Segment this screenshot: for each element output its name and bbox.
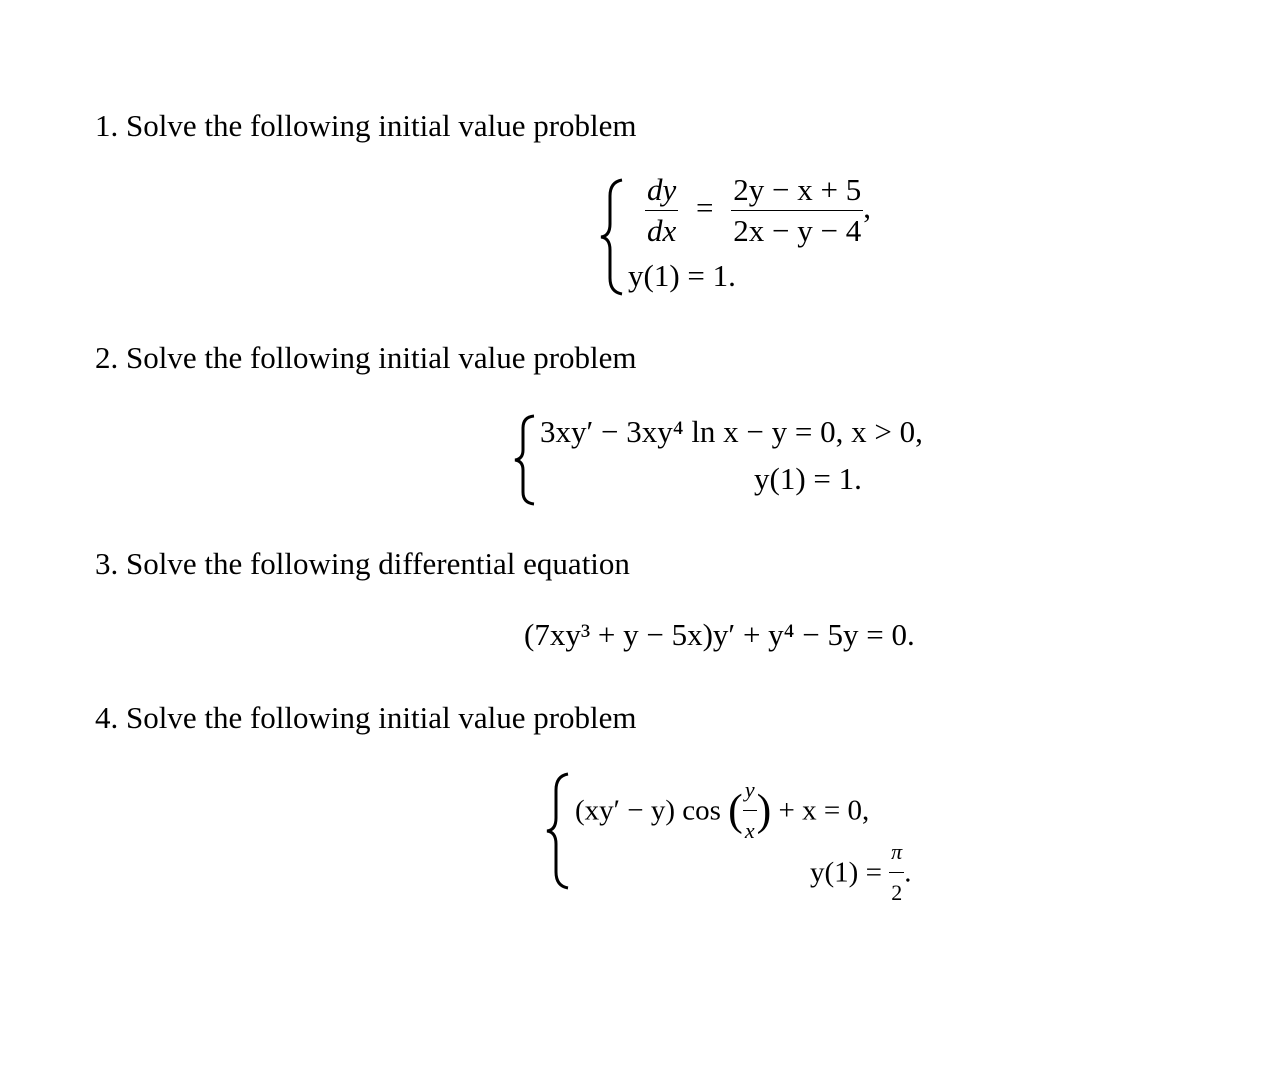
fraction-denominator: 2x − y − 4 bbox=[733, 213, 862, 248]
rhs-fraction bbox=[731, 172, 863, 249]
left-brace-icon bbox=[544, 772, 574, 890]
equation-right: + x = 0, bbox=[778, 794, 870, 827]
dy-dx-fraction bbox=[645, 172, 678, 249]
equation-left: (xy′ − y) cos bbox=[575, 794, 721, 827]
fraction-denominator: x bbox=[744, 818, 755, 843]
fraction-bar bbox=[645, 210, 678, 211]
left-brace-icon bbox=[512, 414, 538, 506]
fraction-numerator: π bbox=[891, 839, 903, 864]
period: . bbox=[904, 856, 912, 889]
fraction-numerator: dy bbox=[647, 172, 677, 207]
fraction-denominator: dx bbox=[647, 213, 677, 248]
comma: , bbox=[863, 189, 871, 225]
problem-3-heading bbox=[95, 546, 630, 582]
problem-2-condition: y(1) = 1. bbox=[754, 461, 862, 496]
problem-number: 2. bbox=[95, 340, 119, 375]
problem-1-heading bbox=[95, 108, 637, 144]
problem-number: 4. bbox=[95, 700, 119, 735]
problem-number: 3. bbox=[95, 546, 119, 581]
left-brace-icon bbox=[598, 178, 628, 296]
problem-4-condition bbox=[810, 834, 911, 911]
fraction-numerator: y bbox=[744, 777, 755, 802]
fraction-denominator: 2 bbox=[891, 880, 903, 905]
fraction-bar bbox=[889, 872, 904, 873]
equals-sign: = bbox=[696, 189, 714, 225]
problem-text: Solve the following initial value problem bbox=[126, 340, 637, 375]
problem-3-equation: (7xy³ + y − 5x)y′ + y⁴ − 5y = 0. bbox=[524, 617, 915, 652]
condition-left: y(1) = bbox=[810, 856, 882, 889]
problem-1-ode bbox=[645, 172, 871, 249]
fraction-bar bbox=[743, 810, 757, 811]
problem-4-heading bbox=[95, 700, 637, 736]
problem-2-equation: 3xy′ − 3xy⁴ ln x − y = 0, x > 0, bbox=[540, 414, 923, 449]
left-paren: ( bbox=[728, 785, 743, 835]
problem-2-heading bbox=[95, 340, 637, 376]
problem-number: 1. bbox=[95, 108, 119, 143]
fraction-bar bbox=[731, 210, 863, 211]
problem-1-condition: y(1) = 1. bbox=[628, 258, 736, 293]
problem-text: Solve the following differential equation bbox=[126, 546, 630, 581]
fraction-numerator: 2y − x + 5 bbox=[733, 172, 862, 207]
right-paren: ) bbox=[756, 785, 772, 835]
problem-text: Solve the following initial value problem bbox=[126, 108, 637, 143]
pi-over-2-fraction bbox=[889, 834, 904, 911]
y-over-x-fraction bbox=[743, 772, 757, 849]
problem-text: Solve the following initial value problem bbox=[126, 700, 637, 735]
